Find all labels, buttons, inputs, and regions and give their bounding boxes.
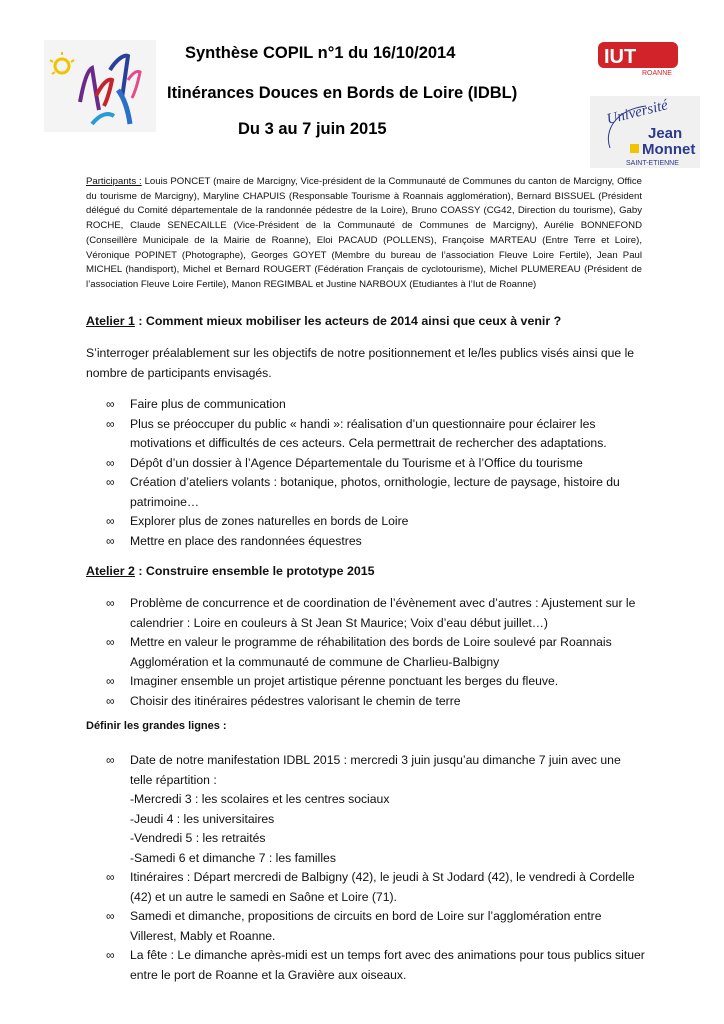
bullet-icon: ∞	[106, 416, 115, 431]
list-item-text: Samedi et dimanche, propositions de circuits en bord de Loire sur l’agglomération entre Villerest, Mably et Roanne.	[130, 909, 602, 943]
project-title: Itinérances Douces en Bords de Loire (IDBL)	[167, 84, 518, 102]
atelier2-title: : Construire ensemble le prototype 2015	[134, 564, 375, 578]
list-item	[86, 473, 646, 512]
univ-logo-word1: Université	[605, 97, 670, 128]
bullet-icon: ∞	[106, 635, 115, 649]
list-item	[86, 907, 646, 946]
list-item-text: Plus se préoccuper du public « handi »: réalisation d’un questionnaire pour éclairer les motivations et difficultés de ces acteurs. Cela permettrait de rechercher des adaptations.	[130, 416, 607, 450]
schedule-line: -Jeudi 4 : les universitaires	[130, 811, 275, 826]
atelier2-label: Atelier 2	[86, 564, 135, 578]
bullet-icon: ∞	[106, 693, 115, 708]
bullet-icon: ∞	[106, 533, 115, 548]
list-item-text: Imaginer ensemble un projet artistique pérenne ponctuant les berges du fleuve.	[130, 674, 559, 688]
list-item-text: Création d’ateliers volants : botanique, photos, ornithologie, lecture de paysage, histoire du patrimoine…	[130, 475, 620, 509]
atelier2-list	[86, 594, 646, 711]
list-item	[86, 633, 646, 672]
organization-logo	[44, 40, 156, 132]
list-item	[86, 454, 646, 474]
list-item-text: Problème de concurrence et de coordination de l’évènement avec d’autres : Ajustement sur le calendrier : Loire en couleurs à St Jean St Maurice; Voix d’eau début juillet…)	[130, 596, 636, 630]
schedule-line: -Samedi 6 et dimanche 7 : les familles	[130, 850, 336, 865]
list-item	[86, 415, 646, 454]
bullet-icon: ∞	[106, 753, 115, 767]
participants-list: Louis PONCET (maire de Marcigny, Vice-président de la Communauté de Communes du canton de Marcigny, Office du tourisme de Marcigny), Maryline CHAPUIS (Responsable Tourisme à Roannais agglomération), Bernard BISSUEL (Président délégué du Comité départementale de la randonnée pédestre de la Loire), Bruno COASSY (CG42, Direction du tourisme), Gaby ROCHE, Claude SENECAILLE (Vice-Président de la Communauté de Communes de Marcigny), Aurélie BONNEFOND (Conseillère Municipale de la Mairie de Roanne), Eloi PACAUD (POLLENS), Françoise MARTEAU (Entre Terre et Loire), Véronique POPINET (Photographe), Georges GOYET (Membre du bureau de l’association Fleuve Loire Fertile), Jean Paul MICHEL (handisport), Michel et Bernard ROUGERT (Fédération Français de cyclotourisme), Michel PLUMEREAU (Président de l’association Fleuve Loire Fertile), Manon REGIMBAL et Justine NARBOUX (Etudiantes à l’Iut de Roanne)	[86, 176, 642, 290]
list-item	[86, 946, 646, 985]
list-item	[86, 692, 646, 712]
list-item-text: Mettre en valeur le programme de réhabilitation des bords de Loire soulevé par Roannais Agglomération et la communauté de commune de Charlieu-Balbigny	[130, 635, 612, 669]
universite-jean-monnet-logo	[590, 96, 700, 168]
atelier1-heading	[86, 314, 561, 328]
list-item	[86, 594, 646, 633]
iut-logo-subtext: ROANNE	[642, 70, 672, 76]
page-title: Synthèse COPIL n°1 du 16/10/2014	[185, 44, 456, 62]
iut-logo-text: IUT	[604, 46, 637, 68]
atelier1-intro: S’interroger préalablement sur les objectifs de notre positionnement et le/les publics visés ainsi que le nombre de participants envisagés.	[86, 346, 635, 380]
participants-label: Participants :	[86, 176, 142, 187]
participants-paragraph	[86, 175, 642, 293]
bullet-icon: ∞	[106, 948, 115, 962]
list-item	[86, 672, 646, 692]
colorful-figures-logo-icon	[44, 40, 156, 132]
list-item	[86, 395, 646, 415]
grandes-lignes-heading: Définir les grandes lignes :	[86, 720, 227, 732]
bullet-icon: ∞	[106, 596, 115, 610]
list-item-text: Date de notre manifestation IDBL 2015 : mercredi 3 juin jusqu’au dimanche 7 juin avec une telle répartition :	[130, 753, 621, 787]
event-dates-title: Du 3 au 7 juin 2015	[238, 120, 387, 138]
list-item	[86, 751, 646, 868]
atelier1-label: Atelier 1	[86, 314, 135, 328]
univ-logo-word2: Jean	[648, 125, 683, 142]
iut-roanne-logo	[598, 42, 678, 76]
list-item	[86, 532, 646, 552]
bullet-icon: ∞	[106, 514, 115, 528]
bullet-icon: ∞	[106, 397, 115, 411]
bullet-icon: ∞	[106, 674, 115, 688]
list-item	[86, 512, 646, 532]
atelier1-list	[86, 395, 646, 551]
list-item-text: La fête : Le dimanche après-midi est un temps fort avec des animations pour tous publics situer entre le port de Roanne et la Gravière aux oiseaux.	[130, 948, 645, 982]
list-item-text: Itinéraires : Départ mercredi de Balbigny (42), le jeudi à St Jodard (42), le vendredi à Cordelle (42) et un autre le samedi en Saône et Loire (71).	[130, 870, 635, 904]
list-item-text: Dépôt d’un dossier à l’Agence Départementale du Tourisme et à l’Office du tourisme	[130, 455, 583, 470]
univ-logo-word4: SAINT-ETIENNE	[626, 160, 679, 167]
list-item-text: Faire plus de communication	[130, 397, 286, 411]
schedule-line: -Vendredi 5 : les retraités	[130, 831, 266, 845]
bullet-icon: ∞	[106, 475, 115, 489]
list-item-text: Choisir des itinéraires pédestres valorisant le chemin de terre	[130, 693, 461, 708]
bullet-icon: ∞	[106, 455, 115, 470]
univ-logo-word3: Monnet	[642, 141, 696, 158]
atelier1-title: : Comment mieux mobiliser les acteurs de 2014 ainsi que ceux à venir ?	[134, 314, 562, 328]
bullet-icon: ∞	[106, 870, 115, 884]
bullet-icon: ∞	[106, 909, 115, 923]
schedule-line: -Mercredi 3 : les scolaires et les centres sociaux	[130, 792, 390, 806]
list-item-text: Mettre en place des randonnées équestres	[130, 533, 362, 548]
list-item-text: Explorer plus de zones naturelles en bords de Loire	[130, 514, 409, 528]
grandes-lignes-list	[86, 751, 646, 985]
list-item	[86, 868, 646, 907]
atelier2-heading	[86, 564, 375, 578]
